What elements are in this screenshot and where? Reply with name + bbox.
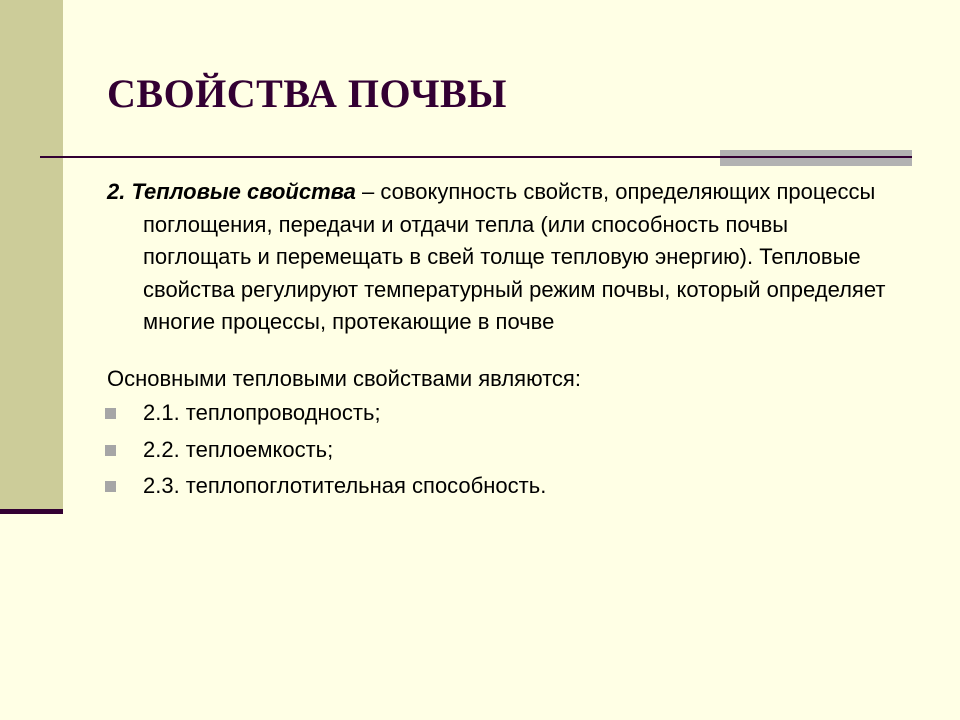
square-bullet-icon (105, 445, 116, 456)
definition-paragraph (107, 176, 897, 339)
definition-term: 2. Тепловые свойства (107, 179, 356, 204)
square-bullet-icon (105, 408, 116, 419)
title-divider-accent (720, 150, 912, 166)
list-item-text: 2.2. теплоемкость; (143, 436, 334, 462)
list-item (101, 470, 897, 503)
properties-list (101, 397, 897, 503)
list-item (101, 434, 897, 467)
definition-text: – совокупность свойств, определяющих процессы поглощения, передачи и отдачи тепла (или способность почвы поглощать и перемещать в свей толще тепловую энергию). Тепловые свойства регулируют температурный режим почвы, который определяет многие процессы, протекающие в почве (143, 179, 886, 334)
list-item (101, 397, 897, 430)
square-bullet-icon (105, 481, 116, 492)
slide-title: СВОЙСТВА ПОЧВЫ (107, 71, 507, 116)
slide-body (107, 176, 897, 507)
list-item-text: 2.1. теплопроводность; (143, 400, 381, 425)
list-item-text: 2.3. теплопоглотительная способность. (143, 473, 547, 498)
list-intro: Основными тепловыми свойствами являются: (107, 365, 581, 391)
left-decorative-bar (0, 0, 63, 511)
left-bar-underline (0, 509, 63, 514)
